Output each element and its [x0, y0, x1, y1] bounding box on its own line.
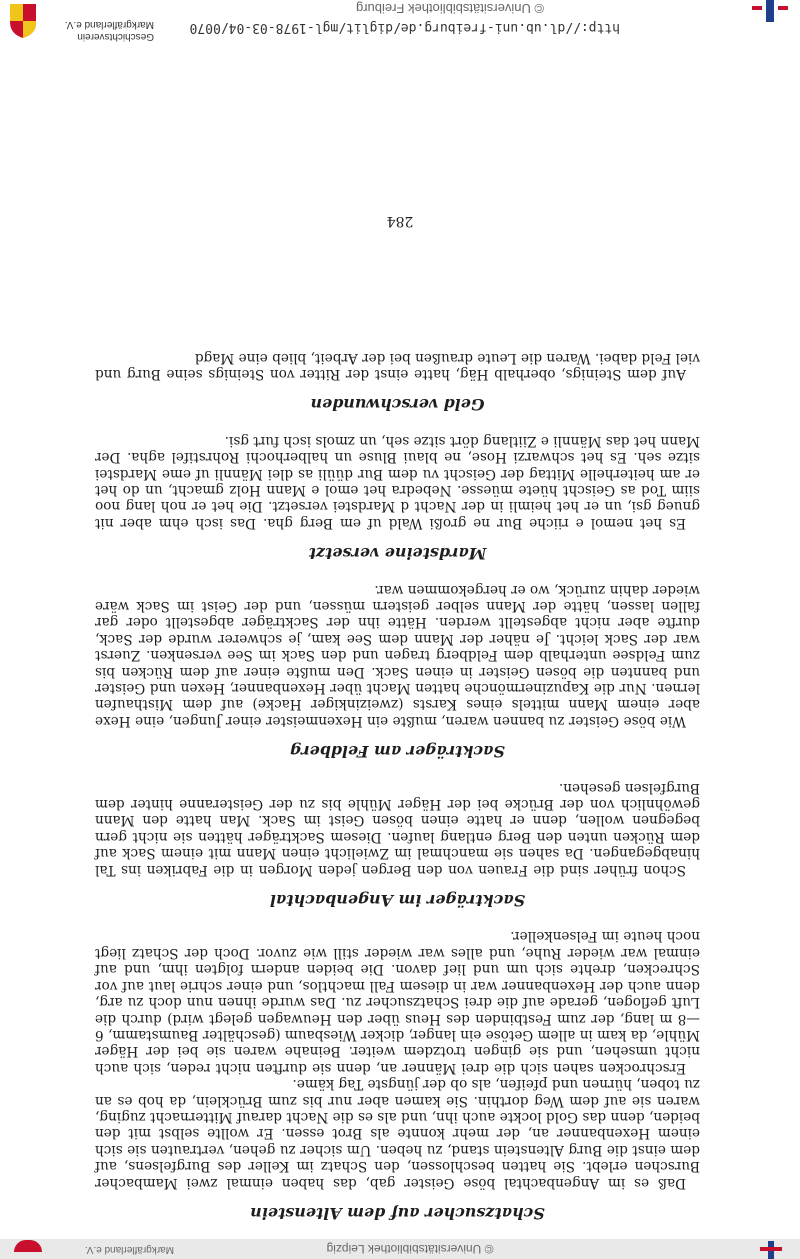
- society-crest-icon: [8, 2, 38, 40]
- paragraph: Daß es im Angenbachtal böse Geister gab, das haben einmal zwei Mambacher Burschen erlebt. Sie hatten beschlossen, den Schatz im Keller des Burgfelsens, auf dem einst die Burg Altenstein stand, zu heben. Um sicher zu gehen, vertrauten sie sich einem Hexenbanner an, der mehr konnte als Brot essen. Er wollte selbst mit den beiden, denn das Gold lockte auch ihn, und als es die Nacht darauf Mitternacht zuging, waren sie auf dem Weg dorthin. Sie kamen aber nur bis zum Brücklein, da hob es an zu toben, hürnen und pfeifen, als ob der jüngste Tag käme.: [95, 1076, 700, 1191]
- footer-library-logo-icon: [760, 1241, 782, 1259]
- society-line-1: Geschichtsverein: [77, 31, 154, 42]
- paragraph: Auf dem Steinigs, oberhalb Häg, hatte einst der Ritter von Steinigs seine Burg und viel Feld dabei. Waren die Leute draußen bei der Arbeit, blieb eine Magd: [95, 349, 700, 382]
- paragraph: Es het nemol e riiche Bur ne großi Wald uf em Berg gha. Das isch ehm aber nit gnueg gsi, un er het heimli in der Nacht d Mardstei versetzt. Die het er noh lang noo siim Tod as Geischt hüete müesse. Nebedra het emol e Mann Holz gmacht, un do het er am heiterhelle Mittag der Geischt vu dem Bur düüli as dlei Männli uf eme Mardstei sitze seh. Es het schwarzi Hose, ne blaui Bluse un halberhochi Rohrstifel agha. Der Mann het das Männli e Ziitlang dört sitze seh, un zmols isch furt gsi.: [95, 432, 700, 531]
- footer-society: Markgräflerland e.V.: [84, 1244, 174, 1255]
- page-text: [95, 349, 700, 1221]
- paragraph: Schon früher sind die Frauen von den Bergen jeden Morgen in die Fabriken ins Tal hinabgegangen. Da sahen sie manchmal im Zwielicht einen Mann mit einem Sack auf dem Rücken unten den Berg entlang laufen. Diesem Sackträger hätten sie nicht gern begegnen wollen, denn er hatte einen bösen Geist im Sack. Man hatte den Mann gewöhnlich von der Brücke bei der Häger Mühle bis zu der Geisteranne hinter dem Burgfelsen gesehen.: [95, 779, 700, 878]
- paragraph: Erschrocken sahen sich die drei Männer an, denn sie durften nicht reden, sich auch nicht umsehen, und sie gingen trotzdem weiter. Beinahe waren sie bei der Häger Mühle, da kam in allem Getöse ein langer, dicker Wiesbaum (geschälter Baumstamm, 6—8 m lang, der zum Festbinden des Heus über den Heuwagen gelegt wird) durch die Luft geflogen, gerade auf die drei Schatzsucher zu. Das wurde ihnen nun doch zu arg, denn auch der Hexenbanner war in diesem Fall machtlos, und einer schrie laut auf vor Schrecken, drehte sich um und lief davon. Die beiden andern folgten ihm, und auf einmal war wieder Ruhe, und alles war wieder still wie zuvor. Doch der Schatz liegt noch heute im Felsenkeller.: [95, 928, 700, 1076]
- copyright-notice: © Universitätsbibliothek Freiburg: [355, 1, 545, 16]
- page-number: 284: [386, 213, 414, 229]
- section-title: Sackträger im Angenbachtal: [269, 891, 526, 911]
- section-title: Mardsteine versetzt: [308, 544, 487, 564]
- section-title: Schatzsucher auf dem Altenstein: [250, 1204, 545, 1223]
- section-title: Sackträger am Feldberg: [290, 742, 505, 762]
- society-name: [44, 2, 154, 42]
- paragraph: Wie böse Geister zu bannen waren, mußte ein Hexenmeister einer Jungen, eine Hexe aber einem Mann mittels eines Karsts (zweizinkiger Hacke) auf dem Misthaufen lernen. Nur die Kapuzinermönche hatten Macht über Hexenbanner, Hexen und Geister und bannten die bösen Geister in einen Sack. Den mußte einer auf dem Rücken bis zum Feldsee unterhalb dem Feldberg tragen und den Sack im See versenken. Zuerst war der Sack leicht. Je näher der Mann dem See kam, je schwerer wurde der Sack, durfte aber nicht abgestellt werden. Hätte ihn der Sackträger abgestellt oder gar fallen lassen, hätte der Mann selber geistern müssen, und der Geist im Sack wäre wieder dahin zurück, wo er hergekommen war.: [95, 581, 700, 729]
- scanned-page: [0, 52, 800, 1239]
- viewer-header: [0, 0, 800, 52]
- source-url[interactable]: http://dl.ub.uni-freiburg.de/diglit/mgl-1978-03-04/0070: [189, 20, 620, 35]
- footer-copyright: © Universitätsbibliothek Leipzig: [326, 1242, 494, 1256]
- library-logo-icon: [752, 0, 792, 22]
- section-title: Geld verschwunden: [310, 395, 485, 415]
- society-line-2: Markgräflerland e.V.: [64, 19, 154, 30]
- viewer-footer: [0, 1239, 800, 1259]
